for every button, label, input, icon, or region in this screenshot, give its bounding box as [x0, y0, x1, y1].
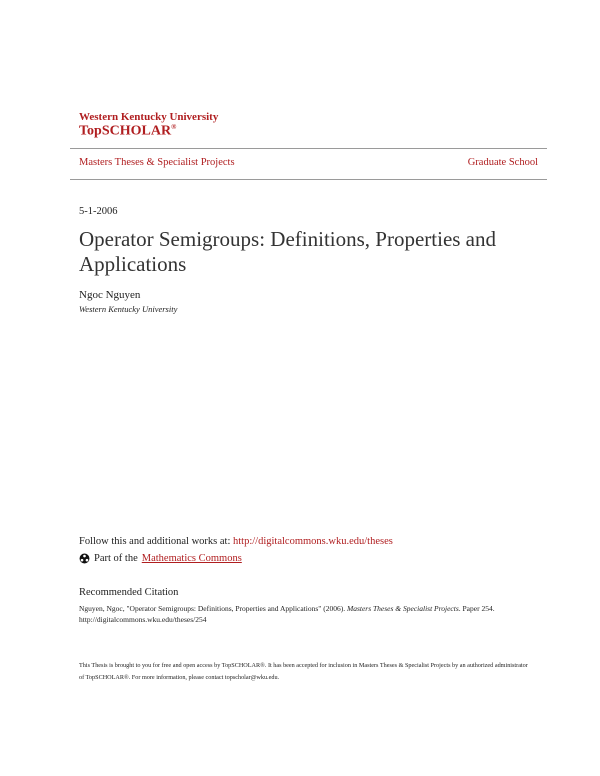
- mathematics-commons-link[interactable]: Mathematics Commons: [141, 553, 242, 564]
- citation-heading: Recommended Citation: [79, 587, 179, 598]
- registered-mark: ®: [171, 123, 177, 131]
- part-of-line: [79, 553, 242, 564]
- follow-url-link[interactable]: http://digitalcommons.wku.edu/theses: [233, 536, 393, 547]
- follow-line: [79, 536, 393, 547]
- part-of-prefix: Part of the: [94, 553, 138, 564]
- university-name: Western Kentucky University: [79, 111, 219, 123]
- nav-divider: [70, 179, 547, 180]
- access-notice: This Thesis is brought to you for free and open access by TopSCHOLAR®. It has been accepted for inclusion in Masters Theses & Specialist Projects by an authorized administrator of TopSCHOLAR®. For more information, please contact topscholar@wku.edu.: [79, 662, 528, 681]
- top-divider: [70, 148, 547, 149]
- citation-prefix: Nguyen, Ngoc, "Operator Semigroups: Definitions, Properties and Applications" (2006).: [79, 604, 347, 613]
- network-icon: [79, 553, 90, 564]
- repository-name: TopSCHOLAR: [79, 123, 172, 139]
- author-name: Ngoc Nguyen: [79, 289, 141, 301]
- repository-logo[interactable]: [79, 123, 176, 140]
- citation-suffix: . Paper 254.: [458, 604, 495, 613]
- citation-text: [79, 603, 524, 625]
- follow-prefix: Follow this and additional works at:: [79, 536, 233, 547]
- collection-link[interactable]: Masters Theses & Specialist Projects: [79, 157, 235, 168]
- author-affiliation: Western Kentucky University: [79, 304, 178, 314]
- graduate-school-link[interactable]: Graduate School: [467, 157, 538, 168]
- citation-series: Masters Theses & Specialist Projects: [346, 604, 459, 613]
- publication-date: 5-1-2006: [79, 206, 118, 217]
- citation-url[interactable]: http://digitalcommons.wku.edu/theses/254: [79, 615, 207, 624]
- paper-title: Operator Semigroups: Definitions, Properties and Applications: [79, 227, 497, 276]
